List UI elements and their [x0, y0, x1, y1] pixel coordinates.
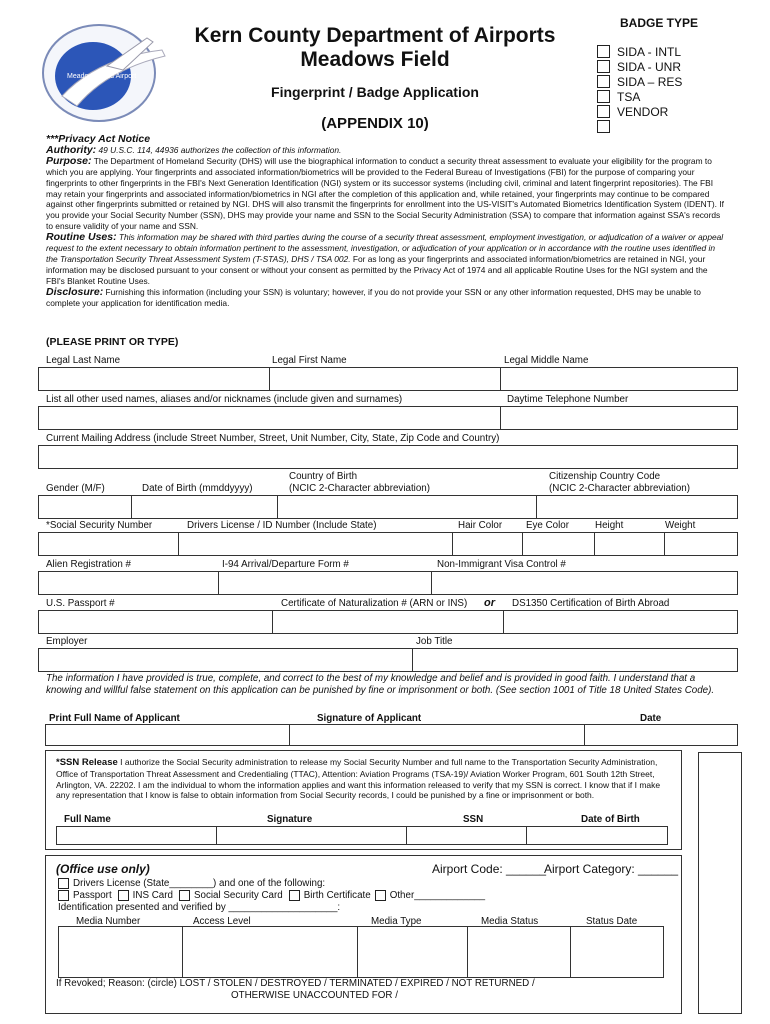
office-dl-line: Drivers License (State________) and one of the following:	[58, 878, 325, 889]
passport-label: U.S. Passport #	[46, 598, 115, 609]
badge-option-sida-intl[interactable]: SIDA - INTL	[597, 44, 682, 59]
alien-registration-field[interactable]	[39, 572, 219, 594]
height-label: Height	[595, 520, 624, 531]
media-status-header: Media Status	[481, 916, 539, 927]
dob-label: Date of Birth (mmddyyyy)	[142, 483, 253, 494]
authority-text: 49 U.S.C. 114, 44936 authorizes the collection of this information.	[98, 144, 342, 155]
employment-row	[38, 648, 738, 672]
ssn-full-name-field[interactable]	[57, 827, 217, 844]
ssn-dob-label: Date of Birth	[581, 814, 640, 825]
routine-uses-italic: This information may be shared with third parties during the course of a security threat assessment, employment investigation, or adjudication of a waiver or appeal request to the extent necessary to obtain information pertinent to the assessment, investigation, or adjudication of your application or in accordance with the routine uses identified in the Transportation Security Threat Assessment System (T-STAS), DHS / TSA 002.	[46, 232, 724, 264]
ins-card-checkbox[interactable]	[118, 890, 129, 901]
checkbox[interactable]	[597, 105, 610, 118]
checkbox[interactable]	[597, 75, 610, 88]
ssn-ssn-label: SSN	[463, 814, 484, 825]
airport-category: Airport Category: ______	[544, 862, 679, 876]
access-level-cell[interactable]	[183, 927, 358, 977]
media-status-cell[interactable]	[468, 927, 571, 977]
media-number-cell[interactable]	[59, 927, 183, 977]
ssn-release-label: *SSN Release	[56, 757, 118, 768]
airport-code: Airport Code: ______	[432, 862, 547, 876]
phone-label: Daytime Telephone Number	[507, 394, 629, 405]
checkbox[interactable]	[597, 45, 610, 58]
access-level-header: Access Level	[193, 916, 251, 927]
date-label: Date	[640, 713, 662, 724]
birth-certificate-checkbox[interactable]	[289, 890, 300, 901]
gender-field[interactable]	[39, 496, 132, 518]
job-title-label: Job Title	[416, 636, 453, 647]
signature-field[interactable]	[290, 725, 585, 745]
employer-label: Employer	[46, 636, 88, 647]
certification-statement: The information I have provided is true, complete, and correct to the best of my knowledge and belief and is provided in good faith. I understand that a knowing and willful false statement on this application can be punished by fine or imprisonment or both. (See section 1001 of Title 18 United States Code).	[46, 673, 715, 696]
hair-color-label: Hair Color	[458, 520, 503, 531]
address-row	[38, 445, 738, 469]
ssn-release-box	[45, 750, 682, 850]
header-subtitle: Meadows Field	[300, 48, 450, 71]
immigration-row	[38, 571, 738, 595]
social-security-card-checkbox[interactable]	[179, 890, 190, 901]
first-name-label: Legal First Name	[272, 355, 347, 366]
physical-row	[38, 532, 738, 556]
dob-field[interactable]	[132, 496, 278, 518]
media-type-cell[interactable]	[358, 927, 468, 977]
header-title: Kern County Department of Airports	[194, 24, 556, 47]
badge-type-title: BADGE TYPE	[620, 16, 699, 30]
signature-label: Signature of Applicant	[317, 713, 422, 724]
citizenship-label: Citizenship Country Code	[549, 471, 661, 482]
citizenship-hint: (NCIC 2-Character abbreviation)	[549, 483, 691, 494]
ssn-dob-field[interactable]	[527, 827, 667, 844]
eye-color-field[interactable]	[523, 533, 595, 555]
purpose-label: Purpose:	[46, 154, 92, 167]
print-name-label: Print Full Name of Applicant	[49, 713, 180, 724]
ssn-label: *Social Security Number	[46, 520, 153, 531]
revoked-reason-cont: OTHERWISE UNACCOUNTED FOR /	[231, 990, 398, 1001]
passport-checkbox[interactable]	[58, 890, 69, 901]
checkbox[interactable]	[597, 90, 610, 103]
drivers-license-label: Drivers License / ID Number (Include State)	[187, 520, 377, 531]
office-use-title: (Office use only)	[56, 862, 150, 876]
ssn-release-fields	[56, 826, 668, 845]
country-of-birth-hint: (NCIC 2-Character abbreviation)	[289, 483, 431, 494]
last-name-label: Legal Last Name	[46, 355, 121, 366]
passport-field[interactable]	[39, 611, 273, 633]
other-checkbox[interactable]	[375, 890, 386, 901]
media-number-header: Media Number	[76, 916, 141, 927]
birth-row	[38, 495, 738, 519]
routine-uses-text: For as long as your fingerprints and associated information/biometrics are retained in NGI, your information may be disclosed pursuant to your consent or without your consent as permitted by the Privacy Act of 1974 and all applicable Routine Uses for the NGI system and the FBI's Blanket Routine Uses.	[46, 253, 708, 286]
checkbox[interactable]	[597, 60, 610, 73]
badge-type-list	[597, 44, 682, 134]
ssn-release-text-block	[56, 757, 671, 801]
middle-name-field[interactable]	[501, 368, 737, 390]
form-title: Fingerprint / Badge Application	[271, 84, 479, 100]
disclosure-text: Furnishing this information (including your SSN) is voluntary; however, if you do not provide your SSN or any other information requested, DHS may be unable to complete your application for identification media.	[46, 286, 701, 308]
authority-label: Authority:	[46, 143, 97, 156]
ssn-ssn-field[interactable]	[407, 827, 527, 844]
i94-label: I-94 Arrival/Departure Form #	[222, 559, 349, 570]
last-name-field[interactable]	[39, 368, 270, 390]
address-field[interactable]	[39, 446, 737, 468]
routine-uses-label: Routine Uses:	[46, 231, 117, 244]
office-use-box	[45, 855, 682, 1014]
badge-option-blank[interactable]	[597, 119, 682, 134]
gender-label: Gender (M/F)	[46, 483, 105, 494]
ds1350-label: DS1350 Certification of Birth Abroad	[512, 598, 670, 609]
eye-color-label: Eye Color	[526, 520, 570, 531]
privacy-heading: ***Privacy Act Notice	[46, 133, 151, 145]
first-name-field[interactable]	[270, 368, 501, 390]
badge-option-sida-res[interactable]: SIDA – RES	[597, 74, 682, 89]
logo-text: Meadows Field Airport	[67, 73, 137, 80]
weight-field[interactable]	[665, 533, 737, 555]
ssn-release-text: I authorize the Social Security administration to release my Social Security Number and full name to the Transportation Security Administration, Office of Transportation Threat Assessment and Credentialing (TTAC), Attention: Aviation Programs (TSA-19)/ Aviation Worker Program, 601 South 12th Street, Arlington, VA. 22202. I am the individual to whom the information applies and want this information released to verify that my SSN is correct. I know that if I make any representation that I know is false to obtain information from Social Security records, I could be punished by a fine or imprisonment or both.	[56, 757, 661, 801]
address-label: Current Mailing Address (include Street Number, Street, Unit Number, City, State, Zip Code and Country)	[46, 433, 500, 444]
badge-option-tsa[interactable]: TSA	[597, 89, 682, 104]
i94-field[interactable]	[219, 572, 432, 594]
hair-color-field[interactable]	[453, 533, 523, 555]
drivers-license-field[interactable]	[179, 533, 453, 555]
citizenship-field[interactable]	[537, 496, 737, 518]
aliases-row	[38, 406, 738, 430]
employer-field[interactable]	[39, 649, 413, 671]
or-label: or	[484, 597, 495, 609]
aliases-label: List all other used names, aliases and/or nicknames (include given and surnames)	[46, 394, 403, 405]
alien-registration-label: Alien Registration #	[46, 559, 131, 570]
date-field[interactable]	[585, 725, 737, 745]
disclosure-label: Disclosure:	[46, 285, 104, 298]
purpose-text: The Department of Homeland Security (DHS) will use the biographical information to conduct a security threat assessment to evaluate your eligibility for the program to which you are applying. Your fingerprints and associated information/biometrics will be provided to the Federal Bureau of Investigations (FBI) for the purpose of comparing your fingerprints to other fingerprints in the FBI's Next Generation Identification (NGI) system or its successor systems (including civil, criminal and latent fingerprint repositories). The FBI may retain your fingerprints and associated information/biometrics in NGI after the completion of this application and, while retained, your fingerprints may continue to be compared against other fingerprints submitted or retained by NGI. DHS will also transmit the fingerprints for enrollment into the US-VISIT's Automated Biometrics Identification System (IDENT). If you provide your Social Security Number (SSN), DHS may provide your name and SSN to the Social Security Administration (SSA) to compare that information against SSA's records to ensure validity of your name and SSN.	[46, 155, 724, 232]
media-type-header: Media Type	[371, 916, 422, 927]
print-name-field[interactable]	[46, 725, 290, 745]
country-of-birth-label: Country of Birth	[289, 471, 358, 482]
aliases-field[interactable]	[39, 407, 501, 429]
phone-field[interactable]	[501, 407, 737, 429]
height-field[interactable]	[595, 533, 665, 555]
country-of-birth-field[interactable]	[278, 496, 537, 518]
weight-label: Weight	[665, 520, 696, 531]
ssn-signature-label: Signature	[267, 814, 313, 825]
middle-name-label: Legal Middle Name	[504, 355, 589, 366]
ssn-signature-field[interactable]	[217, 827, 407, 844]
names-row	[38, 367, 738, 391]
naturalization-field[interactable]	[273, 611, 504, 633]
naturalization-label: Certificate of Naturalization # (ARN or INS)	[281, 598, 468, 609]
job-title-field[interactable]	[413, 649, 737, 671]
print-or-type-note: (PLEASE PRINT OR TYPE)	[46, 336, 179, 348]
ds1350-field[interactable]	[504, 611, 737, 633]
verified-by-line: Identification presented and verified by ____________________:	[58, 902, 341, 913]
privacy-notice	[46, 134, 726, 309]
badge-option-sida-unr[interactable]: SIDA - UNR	[597, 59, 682, 74]
status-date-cell[interactable]	[571, 927, 663, 977]
visa-control-field[interactable]	[432, 572, 737, 594]
drivers-license-checkbox[interactable]	[58, 878, 69, 889]
side-photo-box	[698, 752, 742, 1014]
ssn-full-name-label: Full Name	[64, 814, 111, 825]
visa-control-label: Non-Immigrant Visa Control #	[437, 559, 566, 570]
citizenship-docs-row	[38, 610, 738, 634]
media-table	[58, 926, 664, 978]
status-date-header: Status Date	[586, 916, 638, 927]
signature-row	[45, 724, 738, 746]
badge-option-vendor[interactable]: VENDOR	[597, 104, 682, 119]
appendix-label: (APPENDIX 10)	[321, 115, 429, 132]
revoked-reason: If Revoked; Reason: (circle) LOST / STOLEN / DESTROYED / TERMINATED / EXPIRED / NOT RETURNED /	[56, 978, 535, 989]
office-id-options: Passport INS Card Social Security Card Birth Certificate Other_____________	[58, 890, 485, 901]
checkbox[interactable]	[597, 120, 610, 133]
ssn-field[interactable]	[39, 533, 179, 555]
